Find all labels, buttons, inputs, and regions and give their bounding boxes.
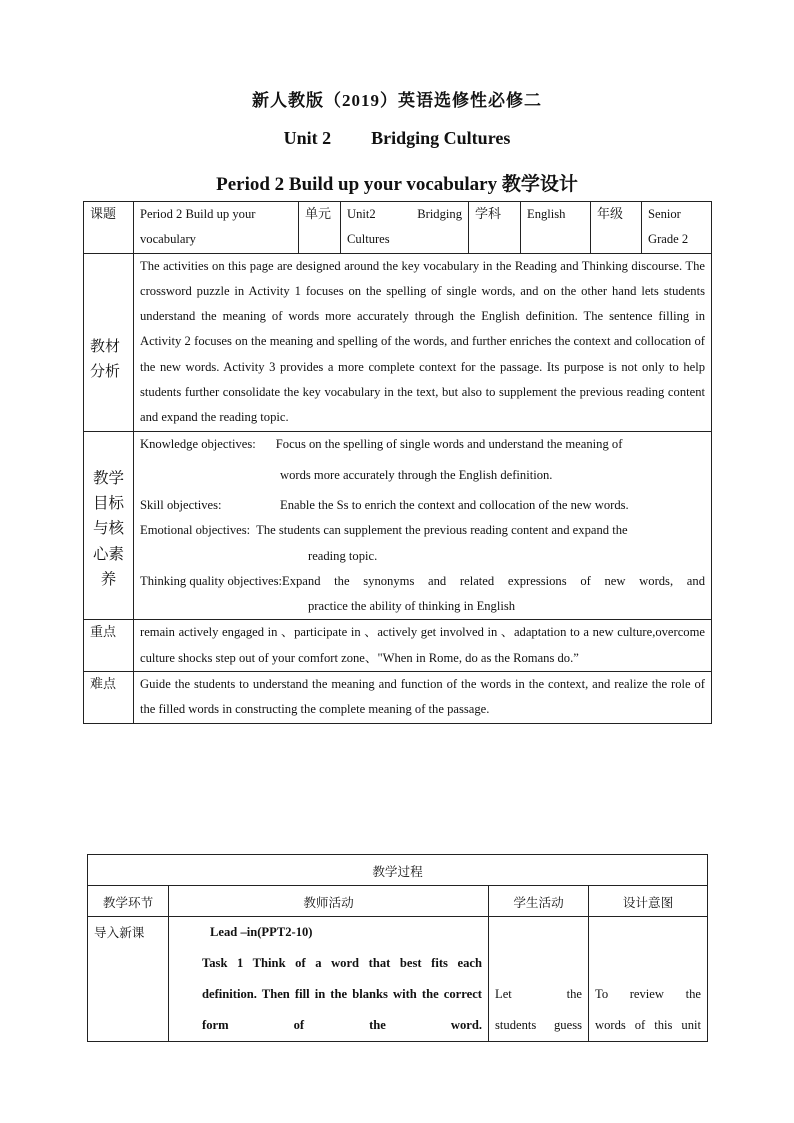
- subject-label: 学科: [469, 202, 521, 254]
- student-activity-cell: [489, 917, 589, 1042]
- objectives-label: 教学目标与核心素养: [84, 431, 134, 620]
- unit-value-b: Bridging: [417, 207, 462, 221]
- student-activity-line2: students guess: [495, 1018, 582, 1032]
- grade-value-line2: Grade 2: [648, 232, 689, 247]
- topic-label: 课题: [84, 202, 134, 254]
- objective-knowledge-key: Knowledge objectives:: [140, 436, 256, 451]
- unit-value: [341, 202, 469, 254]
- objective-emotional: [140, 518, 705, 543]
- objective-knowledge-value: Focus on the spelling of single words and understand the meaning of: [275, 436, 623, 451]
- objective-skill-key: Skill objectives:: [140, 497, 222, 512]
- info-row-objectives: [84, 431, 712, 620]
- objective-emotional-value: The students can supplement the previous reading content and expand the: [256, 523, 628, 538]
- period-title: Period 2 Build up your vocabulary 教学设计: [216, 174, 578, 195]
- key-points-text: remain actively engaged in 、participate in 、actively get involved in 、adaptation to a new culture,overcome culture shocks step out of your comfort zone、"When in Rome, do as the Romans do.”: [134, 620, 712, 672]
- objective-skill-value: Enable the Ss to enrich the context and collocation of the new words.: [280, 497, 629, 512]
- objectives-content: [134, 431, 712, 620]
- unit-number: Unit 2: [283, 128, 332, 148]
- info-row-difficulties: [84, 672, 712, 724]
- col-header-design: 设计意图: [589, 886, 708, 917]
- process-title: 教学过程: [88, 855, 708, 886]
- info-row-analysis: [84, 253, 712, 431]
- col-header-teacher: 教师活动: [169, 886, 489, 917]
- unit-value-a: Unit2: [347, 207, 376, 221]
- objective-thinking-value: Expand the synonyms and related expressions of new words, and: [282, 573, 705, 588]
- objective-knowledge-cont: words more accurately through the English definition.: [280, 467, 553, 482]
- teaching-process-table: [87, 854, 708, 1042]
- design-intent-line2: words of this unit: [595, 1018, 701, 1032]
- objective-emotional-key: Emotional objectives:: [140, 523, 251, 538]
- unit-label: 单元: [299, 202, 341, 254]
- analysis-label: 教材分析: [84, 253, 134, 431]
- difficulties-label: 难点: [84, 672, 134, 724]
- objective-emotional-cont: reading topic.: [308, 548, 378, 563]
- design-intent-cell: [589, 917, 708, 1042]
- difficulties-text: Guide the students to understand the meaning and function of the words in the context, and realize the role of the filled words in constructing the complete meaning of the passage.: [134, 672, 712, 724]
- unit-value-line2: Cultures: [347, 232, 390, 247]
- process-row-leadin: [88, 917, 708, 1042]
- key-points-label: 重点: [84, 620, 134, 672]
- unit-name: Bridging Cultures: [371, 128, 511, 148]
- subject-value: English: [521, 202, 591, 254]
- info-row-key-points: [84, 620, 712, 672]
- grade-value-line1: Senior: [648, 207, 681, 221]
- analysis-text: The activities on this page are designed around the key vocabulary in the Reading and Thinking discourse. The crossword puzzle in Activity 1 focuses on the spelling of single words, and on the other hand lets students understand the meaning of words more accurately through the English definition. The sentence filling in Activity 2 focuses on the meaning and spelling of the words, and further enriches the context and collocation of the new words. Activity 3 provides a more complete context for the passage. Its purpose is not only to help students further consolidate the key vocabulary in the text, but also to supplement the previous reading content and expand the reading topic.: [134, 253, 712, 431]
- objective-thinking-cont: practice the ability of thinking in English: [308, 599, 516, 614]
- document-title: 新人教版（2019）英语选修性必修二: [252, 91, 542, 110]
- topic-value-line2: vocabulary: [140, 232, 196, 247]
- topic-value-line1: Period 2 Build up your: [140, 207, 256, 221]
- task1-text: Task 1 Think of a word that best fits each definition. Then fill in the blanks with the correct form of the word.: [202, 956, 482, 1032]
- process-title-row: [88, 855, 708, 886]
- lesson-info-table: [83, 201, 712, 724]
- grade-value: [642, 202, 712, 254]
- info-row-topic: [84, 202, 712, 254]
- objective-thinking: [140, 569, 705, 594]
- leadin-heading: Lead –in(PPT2-10): [210, 925, 313, 939]
- objective-thinking-key: Thinking quality objectives:: [140, 573, 283, 588]
- topic-value: [134, 202, 299, 254]
- student-activity-line1: Let the: [495, 987, 582, 1001]
- objective-knowledge: [140, 432, 705, 457]
- grade-label: 年级: [591, 202, 642, 254]
- unit-title: [0, 128, 794, 149]
- design-intent-line1: To review the: [595, 987, 701, 1001]
- process-header-row: [88, 886, 708, 917]
- teacher-activity-cell: [169, 917, 489, 1042]
- col-header-student: 学生活动: [489, 886, 589, 917]
- col-header-step: 教学环节: [88, 886, 169, 917]
- step-cell: 导入新课: [88, 917, 169, 1042]
- objective-skill: [140, 493, 705, 518]
